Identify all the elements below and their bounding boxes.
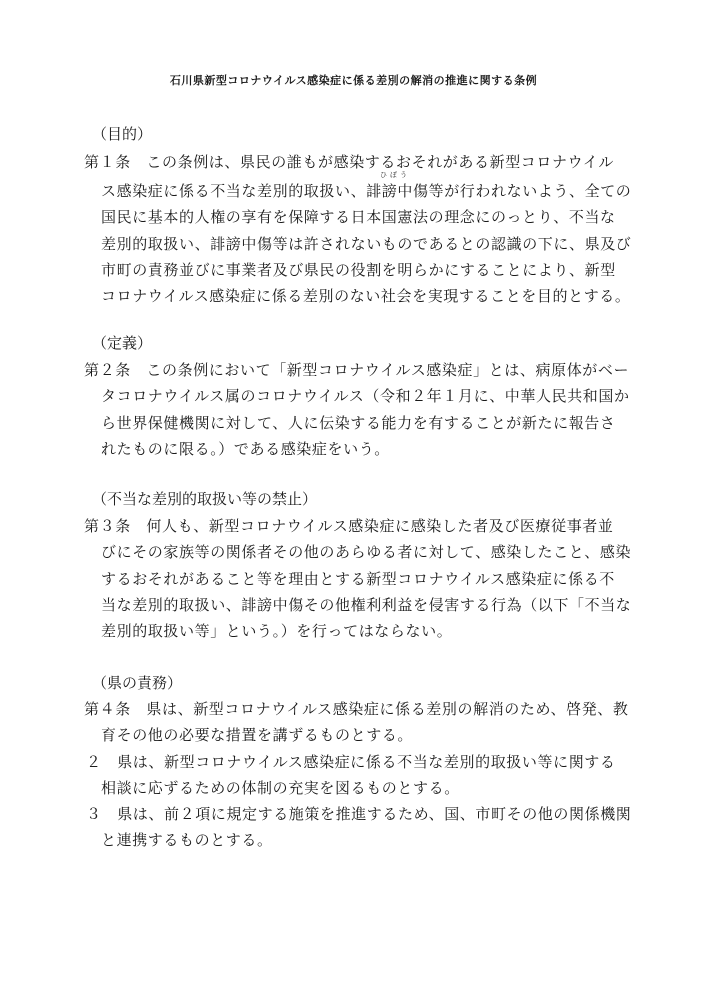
article3-line: 当な差別的取扱い、誹謗中傷その他権利利益を侵害する行為（以下「不当な (101, 596, 632, 614)
article4-line: ２ 県は、新型コロナウイルス感染症に係る不当な差別的取扱い等に関する (86, 753, 616, 771)
article4-line: 第４条 県は、新型コロナウイルス感染症に係る差別の解消のため、啓発、教 (84, 700, 629, 718)
article3-heading: （不当な差別的取扱い等の禁止） (92, 490, 318, 508)
article1-line: 第１条 この条例は、県民の誰もが感染するおそれがある新型コロナウイル (84, 153, 614, 171)
article2-heading: （定義） (92, 334, 153, 352)
furigana-ruby: ひぼう (380, 171, 410, 179)
article1-heading: （目的） (92, 125, 153, 143)
article2-line: 第２条 この条例において「新型コロナウイルス感染症」とは、病原体がベー (84, 361, 630, 379)
article3-line: するおそれがあること等を理由とする新型コロナウイルス感染症に係る不 (101, 570, 615, 588)
article3-line: 第３条 何人も、新型コロナウイルス感染症に感染した者及び医療従事者並 (84, 517, 614, 535)
article1-line: 差別的取扱い、誹謗中傷等は許されないものであるとの認識の下に、県及び (101, 235, 632, 253)
article4-line: 育その他の必要な措置を講ずるものとする。 (101, 726, 414, 744)
article4-line: ３ 県は、前２項に規定する施策を推進するため、国、市町その他の関係機関 (86, 805, 632, 823)
article3-line: 差別的取扱い等」という。）を行ってはならない。 (101, 622, 453, 640)
article1-line: コロナウイルス感染症に係る差別のない社会を実現することを目的とする。 (101, 287, 631, 305)
article1-line: 市町の責務並びに事業者及び県民の役割を明らかにすることにより、新型 (101, 261, 616, 279)
page-title: 石川県新型コロナウイルス感染症に係る差別の解消の推進に関する条例 (169, 74, 538, 87)
article3-line: びにその家族等の関係者その他のあらゆる者に対して、感染したこと、感染 (101, 543, 632, 561)
article2-line: タコロナウイルス属のコロナウイルス（令和２年１月に、中華人民共和国か (101, 387, 630, 405)
article1-line: 国民に基本的人権の享有を保障する日本国憲法の理念にのっとり、不当な (101, 208, 616, 226)
article4-line: と連携するものとする。 (101, 831, 273, 849)
article2-line: ら世界保健機関に対して、人に伝染する能力を有することが新たに報告さ (101, 414, 616, 432)
article4-line: 相談に応ずるための体制の充実を図るものとする。 (101, 779, 460, 797)
article1-line: ス感染症に係る不当な差別的取扱い、誹謗中傷等が行われないよう、全ての (101, 182, 632, 200)
article2-line: れたものに限る。）である感染症をいう。 (101, 440, 390, 458)
article4-heading: （県の責務） (92, 674, 183, 692)
